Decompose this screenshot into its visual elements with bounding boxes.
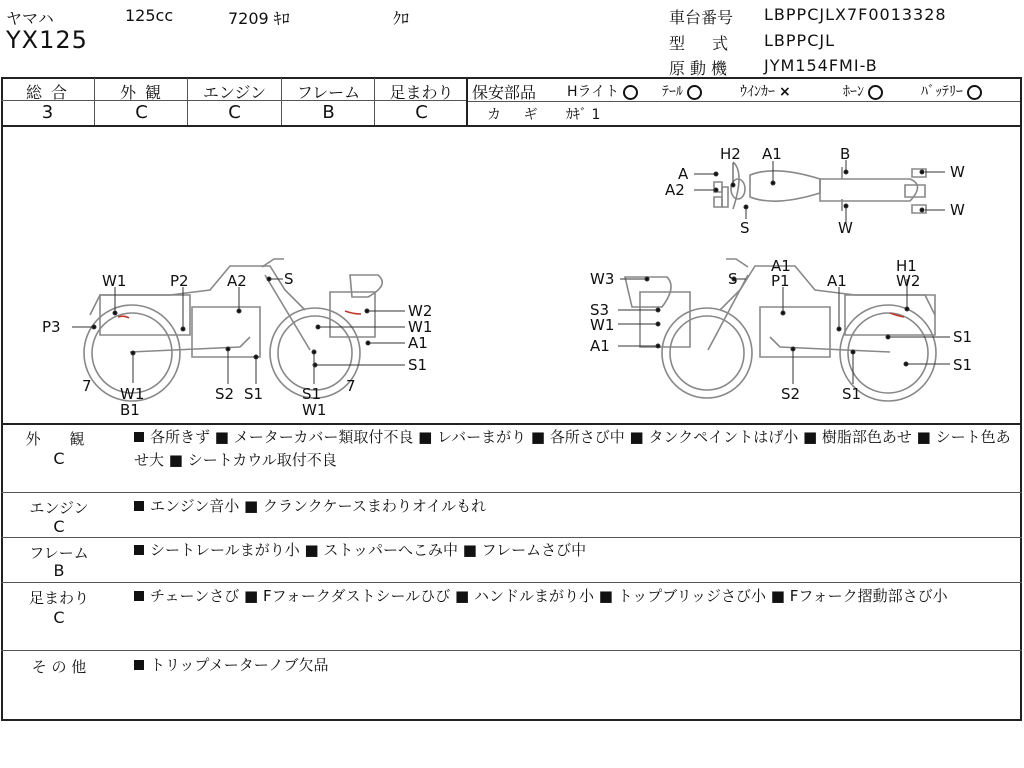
remark-engine-text: エンジン音小 ■ クランクケースまわりオイルもれ bbox=[134, 495, 1018, 518]
left-label: S1 bbox=[244, 385, 264, 403]
top-label: W bbox=[950, 163, 965, 181]
right-label: W3 bbox=[590, 270, 615, 288]
left-label: W1 bbox=[302, 401, 327, 419]
right-label: S1 bbox=[842, 385, 862, 403]
grade-overall-value: 3 bbox=[41, 102, 54, 123]
safety-item-label: ﾎｰﾝ bbox=[843, 84, 864, 100]
remark-engine-label: エンジン bbox=[29, 499, 89, 517]
safety-item-label: ｳｲﾝｶｰ bbox=[740, 84, 775, 100]
circle-mark-icon bbox=[687, 85, 702, 100]
safety-item-label: ﾊﾞｯﾃﾘｰ bbox=[921, 84, 963, 100]
header-divider bbox=[1, 77, 1022, 79]
top-label: S bbox=[740, 219, 750, 237]
remark-suspension-label: 足まわり bbox=[28, 589, 89, 607]
grade-frame-label: フレーム bbox=[296, 83, 361, 102]
right-label: A1 bbox=[827, 272, 847, 290]
model-name: YX125 bbox=[6, 26, 88, 54]
key-label: カ ギ bbox=[487, 107, 538, 123]
top-label: W bbox=[950, 201, 965, 219]
safety-item-battery bbox=[921, 81, 982, 101]
grade-exterior-label: 外 観 bbox=[119, 83, 164, 102]
left-label: A1 bbox=[408, 334, 428, 352]
bullet-square-icon bbox=[134, 501, 144, 511]
right-label: A1 bbox=[590, 337, 610, 355]
top-label: H2 bbox=[720, 145, 741, 163]
remark-exterior-text: 各所きず ■ メーターカバー類取付不良 ■ レバーまがり ■ 各所さび中 ■ タンクペイントはげ小 ■ 樹脂部色あせ ■ シート色あせ大 ■ シートカウル取付不良 bbox=[134, 428, 1011, 469]
top-label: A2 bbox=[665, 181, 685, 199]
left-label: S bbox=[284, 270, 294, 288]
remark-frame-grade: B bbox=[53, 561, 65, 580]
safety-item-headlight bbox=[567, 81, 638, 101]
safety-item-label: Hライト bbox=[567, 84, 620, 100]
left-label: S2 bbox=[215, 385, 235, 403]
circle-mark-icon bbox=[623, 85, 638, 100]
remark-exterior-grade: C bbox=[53, 449, 65, 468]
remark-divider-4 bbox=[1, 650, 1022, 651]
left-label: 7 bbox=[346, 377, 356, 395]
top-label: A bbox=[678, 165, 689, 183]
mileage: 7209 ｷﾛ bbox=[228, 9, 290, 28]
remark-divider-2 bbox=[1, 537, 1022, 538]
top-label: W bbox=[838, 219, 853, 237]
top-label: A1 bbox=[762, 145, 782, 163]
remark-divider-3 bbox=[1, 582, 1022, 583]
diagram-divider bbox=[1, 423, 1022, 425]
left-label: B1 bbox=[120, 401, 140, 419]
right-label: S2 bbox=[781, 385, 801, 403]
grade-engine-label: エンジン bbox=[202, 83, 267, 102]
remark-suspension-grade: C bbox=[53, 608, 65, 627]
motorcycle-damage-diagram bbox=[0, 127, 1022, 423]
grade-suspension-value: C bbox=[415, 102, 428, 123]
grade-exterior-value: C bbox=[135, 102, 148, 123]
grade-overall-label: 総 合 bbox=[25, 83, 70, 102]
left-label: S1 bbox=[408, 356, 428, 374]
grade-engine-value: C bbox=[228, 102, 241, 123]
remark-exterior-label: 外 観 bbox=[25, 430, 97, 448]
bullet-square-icon bbox=[134, 545, 144, 555]
circle-mark-icon bbox=[967, 85, 982, 100]
displacement: 125cc bbox=[125, 6, 174, 25]
right-label: S1 bbox=[953, 356, 973, 374]
left-label: A2 bbox=[227, 272, 247, 290]
damage-marks bbox=[118, 311, 904, 318]
maker-name: ヤマハ bbox=[6, 9, 54, 28]
bullet-square-icon bbox=[134, 660, 144, 670]
left-label: W1 bbox=[120, 385, 145, 403]
remark-divider-1 bbox=[1, 492, 1022, 493]
right-label: W2 bbox=[896, 272, 921, 290]
remark-frame-label: フレーム bbox=[29, 544, 89, 562]
bullet-square-icon bbox=[134, 591, 144, 601]
left-label: S1 bbox=[302, 385, 322, 403]
remark-suspension-text: チェーンさび ■ Fフォークダストシールひび ■ ハンドルまがり小 ■ トップブリッジさび小 ■ Fフォーク摺動部さび小 bbox=[134, 585, 1018, 608]
body-color: ｸﾛ bbox=[393, 9, 410, 28]
circle-mark-icon bbox=[868, 85, 883, 100]
right-label: H1 bbox=[896, 257, 917, 275]
safety-item-winker bbox=[740, 81, 791, 101]
left-label: 7 bbox=[82, 377, 92, 395]
remark-engine-grade: C bbox=[53, 517, 65, 536]
right-label: S bbox=[728, 270, 738, 288]
safety-item-horn bbox=[843, 81, 883, 101]
right-label: S3 bbox=[590, 301, 610, 319]
left-label: P2 bbox=[170, 272, 189, 290]
frame-no-value: LBPPCJLX7F0013328 bbox=[764, 5, 947, 24]
cross-mark-icon: × bbox=[779, 84, 791, 100]
left-label: P3 bbox=[42, 318, 61, 336]
right-label: S1 bbox=[953, 328, 973, 346]
safety-mid-line bbox=[467, 101, 1020, 102]
right-label: P1 bbox=[771, 272, 790, 290]
type-value: LBPPCJL bbox=[764, 31, 835, 50]
grade-frame-value: B bbox=[322, 102, 335, 123]
footer-divider bbox=[1, 719, 1022, 721]
right-label: W1 bbox=[590, 316, 615, 334]
type-label: 型 式 bbox=[669, 34, 729, 53]
frame-no-label: 車台番号 bbox=[669, 8, 734, 27]
safety-item-label: ﾃｰﾙ bbox=[662, 84, 683, 100]
right-label: A1 bbox=[771, 257, 791, 275]
remark-frame-text: シートレールまがり小 ■ ストッパーへこみ中 ■ フレームさび中 bbox=[134, 539, 1018, 562]
left-label: W2 bbox=[408, 302, 433, 320]
engine-label: 原動機 bbox=[669, 59, 733, 78]
bullet-square-icon bbox=[134, 432, 144, 442]
grade-suspension-label: 足まわり bbox=[389, 83, 454, 102]
remark-other-text: トリップメーターノブ欠品 bbox=[134, 654, 1018, 677]
left-label: W1 bbox=[102, 272, 127, 290]
safety-item-tail bbox=[662, 81, 702, 101]
key-value: ｶｷﾞ 1 bbox=[566, 107, 601, 123]
left-label: W1 bbox=[408, 318, 433, 336]
engine-value: JYM154FMI-B bbox=[764, 56, 878, 75]
remark-other-label: そ の 他 bbox=[31, 658, 87, 676]
top-label: B bbox=[840, 145, 851, 163]
safety-label: 保安部品 bbox=[472, 83, 537, 102]
